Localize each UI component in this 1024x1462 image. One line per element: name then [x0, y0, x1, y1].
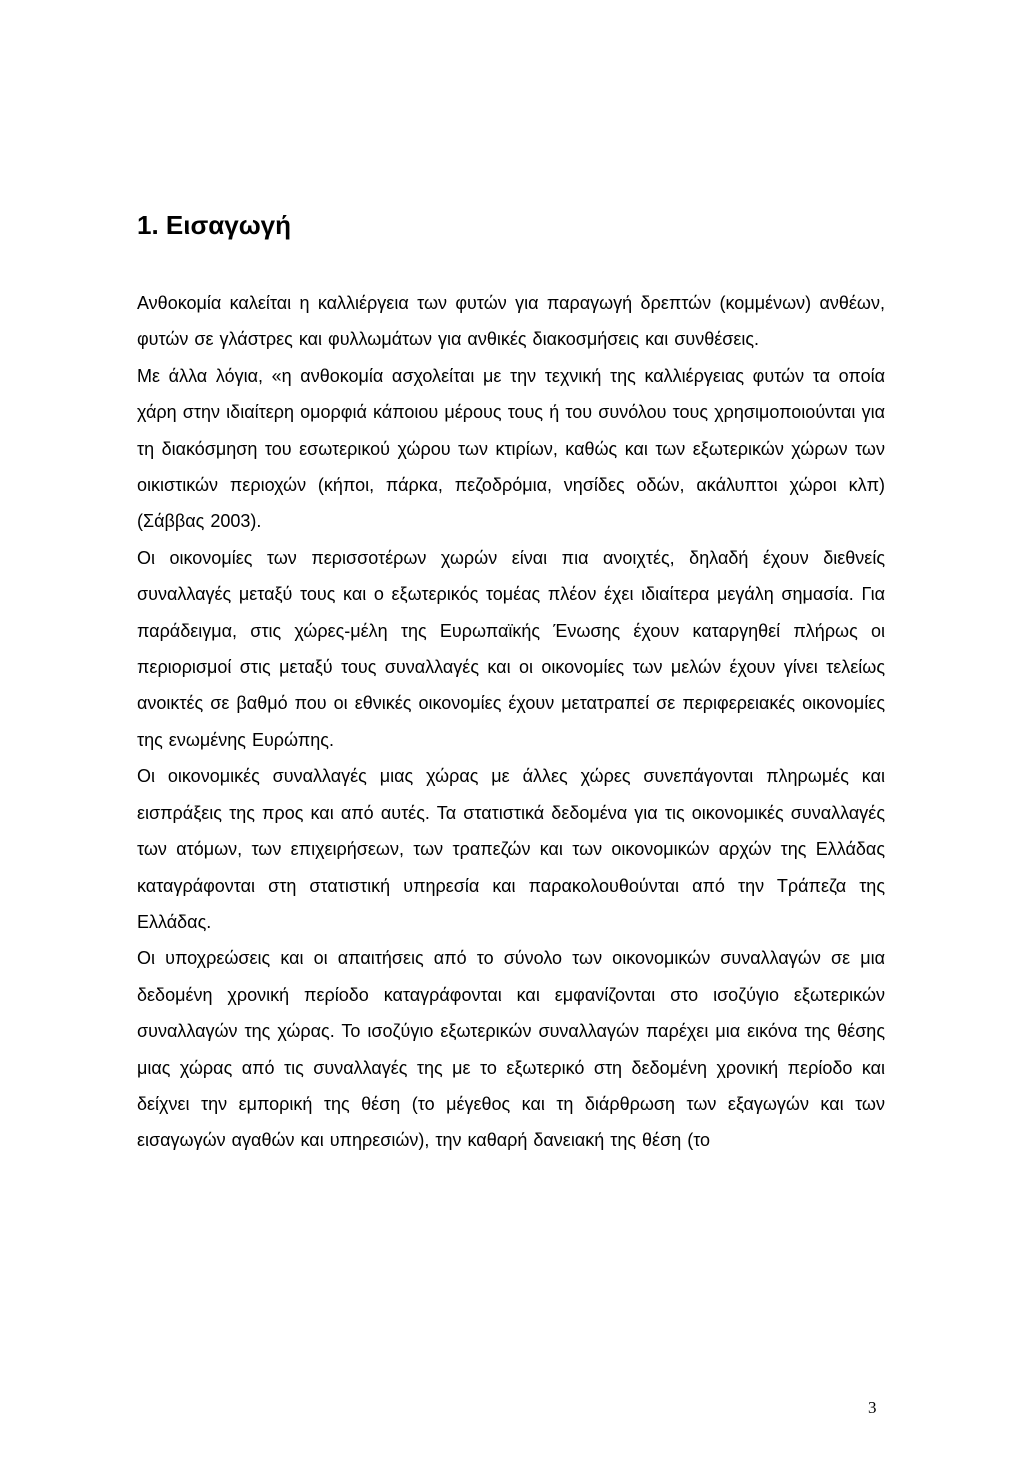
body-text	[137, 285, 885, 1159]
paragraph-4: Οι οικονομικές συναλλαγές μιας χώρας με άλλες χώρες συνεπάγονται πληρωμές και εισπράξεις της προς και από αυτές. Τα στατιστικά δεδομένα για τις οικονομικές συναλλαγές των ατόμων, των επιχειρήσεων, των τραπεζών και των οικονομικών αρχών της Ελλάδας καταγράφονται στη στατιστική υπηρεσία και παρακολουθούνται από την Τράπεζα της Ελλάδας.	[137, 766, 885, 932]
page-number: 3	[868, 1398, 877, 1417]
paragraph-5: Οι υποχρεώσεις και οι απαιτήσεις από το σύνολο των οικονομικών συναλλαγών σε μια δεδομένη χρονική περίοδο καταγράφονται και εμφανίζονται στο ισοζύγιο εξωτερικών συναλλαγών της χώρας. Το ισοζύγιο εξωτερικών συναλλαγών παρέχει μια εικόνα της θέσης μιας χώρας από τις συναλλαγές της με το εξωτερικό στη δεδομένη χρονική περίοδο και δείχνει την εμπορική της θέση (το μέγεθος και τη διάρθρωση των εξαγωγών και των εισαγωγών αγαθών και υπηρεσιών), την καθαρή δανειακή της θέση (το	[137, 948, 885, 1151]
paragraph-1: Ανθοκομία καλείται η καλλιέργεια των φυτών για παραγωγή δρεπτών (κομμένων) ανθέων, φυτών σε γλάστρες και φυλλωμάτων για ανθικές διακοσμήσεις και συνθέσεις.	[137, 293, 885, 350]
paragraph-2: Με άλλα λόγια, «η ανθοκομία ασχολείται με την τεχνική της καλλιέργειας φυτών τα οποία χάρη στην ιδιαίτερη ομορφιά κάποιου μέρους τους ή του συνόλου τους χρησιμοποιούνται για τη διακόσμηση του εσωτερικού χώρου των κτιρίων, καθώς και των εξωτερικών χώρων των οικιστικών περιοχών (κήποι, πάρκα, πεζοδρόμια, νησίδες οδών, ακάλυπτοι χώροι κλπ) (Σάββας 2003).	[137, 365, 885, 532]
section-heading: 1. Εισαγωγή	[137, 210, 292, 240]
paragraph-3: Οι οικονομίες των περισσοτέρων χωρών είναι πια ανοιχτές, δηλαδή έχουν διεθνείς συναλλαγές μεταξύ τους και ο εξωτερικός τομέας πλέον έχει ιδιαίτερα μεγάλη σημασία. Για παράδειγμα, στις χώρες-μέλη της Ευρωπαϊκής Ένωσης έχουν καταργηθεί πλήρως οι περιορισμοί στις μεταξύ τους συναλλαγές και οι οικονομίες των μελών έχουν γίνει τελείως ανοικτές σε βαθμό που οι εθνικές οικονομίες έχουν μετατραπεί σε περιφερειακές οικονομίες της ενωμένης Ευρώπης.	[137, 547, 885, 750]
